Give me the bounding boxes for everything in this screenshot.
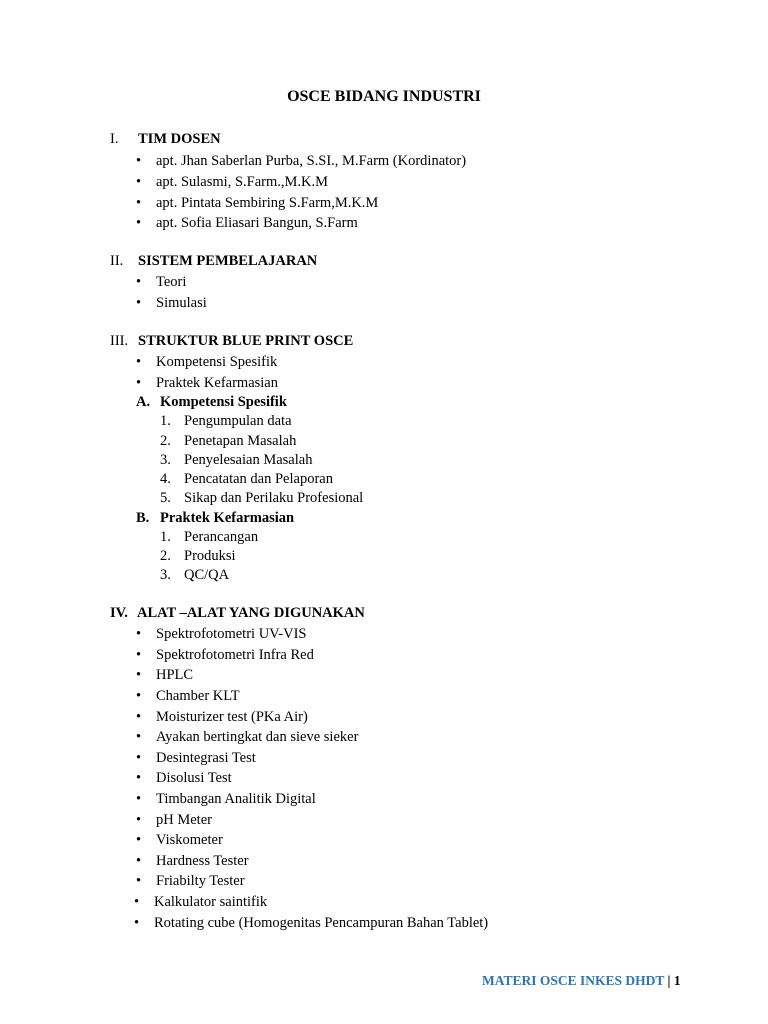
section-heading-1 bbox=[110, 131, 221, 148]
section-title: TIM DOSEN bbox=[138, 131, 221, 147]
bullet-icon: • bbox=[134, 915, 140, 931]
list-item: • Disolusi Test bbox=[136, 770, 232, 786]
bullet-icon: • bbox=[136, 626, 142, 642]
bullet-icon: • bbox=[136, 791, 142, 807]
list-item: • Hardness Tester bbox=[136, 853, 249, 869]
bullet-icon: • bbox=[136, 375, 142, 391]
list-item: • Ayakan bertingkat dan sieve sieker bbox=[136, 729, 359, 745]
numbered-item: 2. Penetapan Masalah bbox=[160, 433, 297, 449]
bullet-icon: • bbox=[136, 295, 142, 311]
section-title: SISTEM PEMBELAJARAN bbox=[138, 253, 318, 269]
list-item: • Simulasi bbox=[136, 295, 207, 311]
list-item: • Desintegrasi Test bbox=[136, 750, 256, 766]
bullet-icon: • bbox=[136, 647, 142, 663]
numbered-item: 3. Penyelesaian Masalah bbox=[160, 452, 313, 468]
list-item: • Spektrofotometri Infra Red bbox=[136, 647, 314, 663]
bullet-icon: • bbox=[136, 215, 142, 231]
bullet-icon: • bbox=[136, 873, 142, 889]
bullet-icon: • bbox=[136, 667, 142, 683]
numbered-item: 3. QC/QA bbox=[160, 567, 230, 583]
list-item: • Spektrofotometri UV-VIS bbox=[136, 626, 307, 642]
page-footer bbox=[482, 973, 681, 989]
bullet-icon: • bbox=[136, 853, 142, 869]
list-item: • apt. Sofia Eliasari Bangun, S.Farm bbox=[136, 215, 358, 231]
bullet-icon: • bbox=[136, 153, 142, 169]
section-number: I. bbox=[110, 131, 119, 147]
section-heading-3 bbox=[110, 333, 353, 350]
subsection-heading-a: A. Kompetensi Spesifik bbox=[136, 394, 287, 410]
bullet-icon: • bbox=[136, 688, 142, 704]
list-item: • Teori bbox=[136, 274, 187, 290]
bullet-icon: • bbox=[136, 709, 142, 725]
bullet-icon: • bbox=[136, 770, 142, 786]
list-item: • Moisturizer test (PKa Air) bbox=[136, 709, 308, 725]
list-item: • pH Meter bbox=[136, 812, 212, 828]
bullet-icon: • bbox=[136, 174, 142, 190]
section-title: ALAT –ALAT YANG DIGUNAKAN bbox=[137, 605, 365, 621]
list-item: • Chamber KLT bbox=[136, 688, 240, 704]
bullet-icon: • bbox=[136, 195, 142, 211]
bullet-icon: • bbox=[136, 729, 142, 745]
numbered-item: 4. Pencatatan dan Pelaporan bbox=[160, 471, 333, 487]
bullet-icon: • bbox=[136, 832, 142, 848]
list-item: • apt. Pintata Sembiring S.Farm,M.K.M bbox=[136, 195, 379, 211]
list-item: • Kompetensi Spesifik bbox=[136, 354, 278, 370]
section-number: IV. bbox=[110, 605, 128, 621]
list-item: • HPLC bbox=[136, 667, 194, 683]
bullet-icon: • bbox=[136, 354, 142, 370]
section-title: STRUKTUR BLUE PRINT OSCE bbox=[138, 333, 354, 349]
list-item: • apt. Sulasmi, S.Farm.,M.K.M bbox=[136, 174, 328, 190]
page-number: 1 bbox=[673, 973, 681, 988]
footer-separator: | bbox=[667, 973, 671, 988]
list-item: • apt. Jhan Saberlan Purba, S.SI., M.Farm (Kordinator) bbox=[136, 153, 467, 169]
footer-text: MATERI OSCE INKES DHDT bbox=[482, 973, 665, 988]
numbered-item: 1. Pengumpulan data bbox=[160, 413, 292, 429]
section-heading-4 bbox=[110, 605, 365, 622]
section-number: II. bbox=[110, 253, 124, 269]
bullet-icon: • bbox=[134, 894, 140, 910]
numbered-item: 5. Sikap dan Perilaku Profesional bbox=[160, 490, 364, 506]
list-item: • Kalkulator saintifik bbox=[134, 894, 268, 910]
document-title: OSCE BIDANG INDUSTRI bbox=[287, 88, 481, 105]
subsection-heading-b: B. Praktek Kefarmasian bbox=[136, 510, 295, 526]
bullet-icon: • bbox=[136, 274, 142, 290]
numbered-item: 1. Perancangan bbox=[160, 529, 259, 545]
section-heading-2 bbox=[110, 253, 317, 270]
list-item: • Viskometer bbox=[136, 832, 223, 848]
numbered-item: 2. Produksi bbox=[160, 548, 236, 564]
list-item: • Rotating cube (Homogenitas Pencampuran Bahan Tablet) bbox=[134, 915, 489, 931]
section-number: III. bbox=[110, 333, 129, 349]
list-item: • Timbangan Analitik Digital bbox=[136, 791, 316, 807]
bullet-icon: • bbox=[136, 812, 142, 828]
bullet-icon: • bbox=[136, 750, 142, 766]
list-item: • Praktek Kefarmasian bbox=[136, 375, 278, 391]
list-item: • Friabilty Tester bbox=[136, 873, 245, 889]
